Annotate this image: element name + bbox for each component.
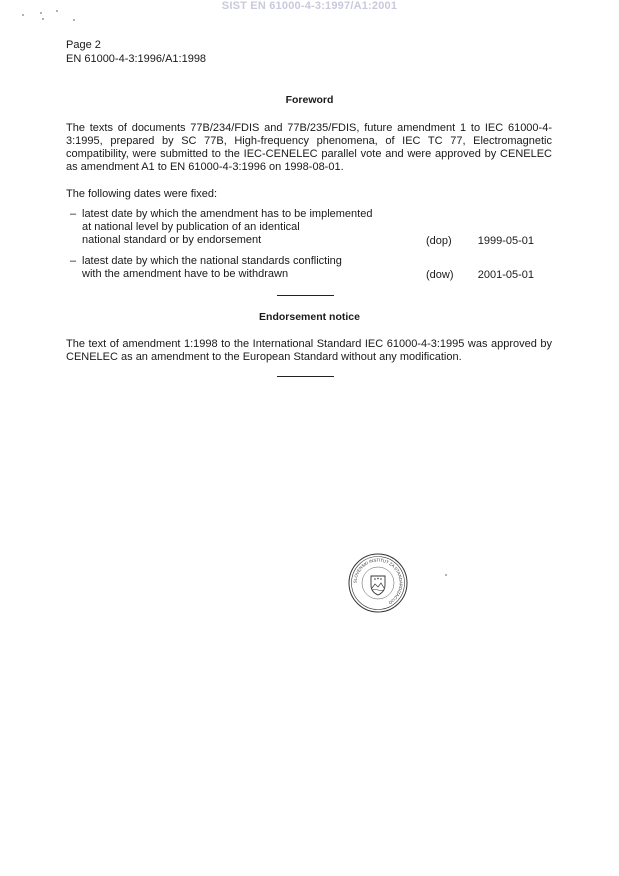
foreword-heading: Foreword: [285, 94, 334, 106]
institute-stamp-seal: [347, 552, 409, 614]
section-divider: [277, 376, 334, 377]
scan-speck: [73, 19, 75, 21]
document-watermark: SIST EN 61000-4-3:1997/A1:2001: [221, 0, 398, 12]
scan-speck: [56, 10, 58, 12]
standard-reference: EN 61000-4-3:1996/A1:1998: [66, 53, 207, 65]
scan-speck: [40, 12, 42, 14]
page-header: [66, 38, 206, 66]
date-item-dop: [70, 208, 540, 248]
date-item-text: [82, 208, 417, 247]
date-item-line: latest date by which the national standards conflicting: [82, 255, 342, 267]
list-dash: –: [70, 208, 77, 220]
foreword-paragraph: The texts of documents 77B/234/FDIS and 77B/235/FDIS, future amendment 1 to IEC 61000-4-3:1995, prepared by SC 77B, High-frequency phenomena, of IEC TC 77, Electromagnetic compatibility, were submitted to the IEC-CENELEC parallel vote and were approved by CENELEC as amendment A1 to EN 61000-4-3:1996 on 1998-08-01.: [66, 122, 552, 173]
section-divider: [277, 295, 334, 296]
date-item-line: latest date by which the amendment has to be implemented: [82, 208, 373, 220]
endorsement-heading: Endorsement notice: [259, 311, 360, 323]
svg-text:SLOVENSKI INSTITUT ZA STANDARD: [352, 557, 403, 605]
date-item-text: [82, 255, 417, 281]
date-value: 1999-05-01: [477, 235, 534, 247]
scan-speck: [22, 14, 24, 16]
dates-intro: The following dates were fixed:: [66, 188, 218, 200]
date-item-dow: [70, 255, 540, 283]
stamp-text: SLOVENSKI INSTITUT ZA STANDARDIZACIJO: [352, 557, 404, 606]
list-dash: –: [70, 255, 77, 267]
date-item-line: with the amendment have to be withdrawn: [82, 268, 289, 280]
scan-speck: [42, 18, 44, 20]
date-code: (dow): [426, 269, 454, 281]
page-number: Page 2: [66, 39, 101, 51]
date-item-line: national standard or by endorsement: [82, 234, 262, 246]
date-code: (dop): [426, 235, 452, 247]
date-value: 2001-05-01: [477, 269, 534, 281]
scan-speck: [445, 574, 447, 576]
endorsement-paragraph: The text of amendment 1:1998 to the International Standard IEC 61000-4-3:1995 was approved by CENELEC as an amendment to the European Standard without any modification.: [66, 338, 552, 363]
date-item-line: at national level by publication of an identical: [82, 221, 300, 233]
